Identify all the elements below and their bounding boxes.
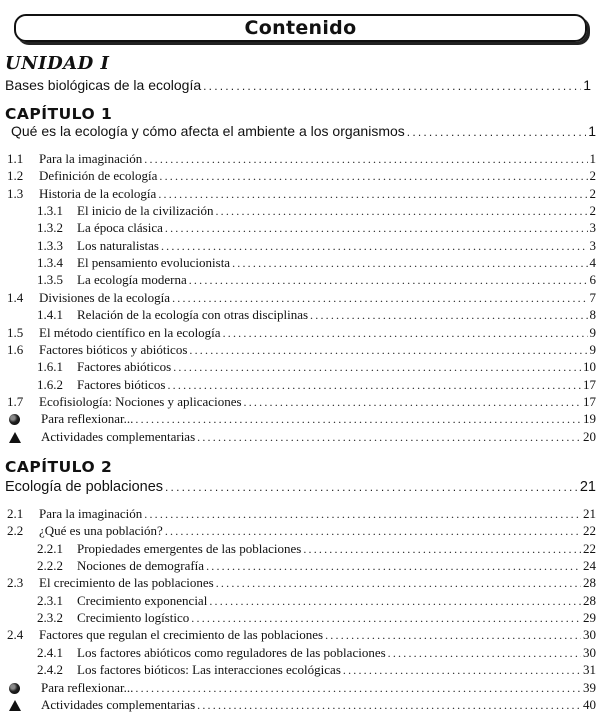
dot-leader — [144, 152, 587, 167]
entry-number: 1.3.1 — [37, 203, 63, 219]
entry-page: 22 — [583, 523, 596, 539]
toc-entry[interactable] — [7, 575, 596, 591]
unit-page: 1 — [583, 77, 591, 93]
chapter-subtitle: Ecología de poblaciones — [5, 479, 164, 495]
dot-leader — [388, 646, 581, 661]
toc-entry[interactable] — [7, 255, 596, 271]
entry-page: 1 — [589, 151, 596, 166]
entry-label: Definición de ecología — [39, 168, 158, 184]
toc-entry[interactable] — [7, 506, 596, 522]
entry-number: 1.3.3 — [37, 237, 63, 253]
toc-entry[interactable] — [7, 394, 596, 410]
entry-number: 2.4 — [7, 627, 24, 643]
chapter-subtitle-row[interactable] — [11, 124, 596, 140]
entry-label: Factores bióticos — [77, 376, 166, 392]
dot-leader — [223, 326, 588, 341]
entry-label: La época clásica — [77, 220, 163, 236]
dot-leader — [189, 343, 587, 358]
entry-label: Factores que regulan el crecimiento de las poblaciones — [39, 627, 324, 643]
entry-label: El método científico en la ecología — [39, 324, 221, 340]
entry-number: 1.2 — [7, 168, 24, 184]
entry-page: 28 — [583, 575, 596, 591]
chapter-page: 1 — [588, 123, 596, 139]
toc-entry[interactable] — [7, 697, 596, 713]
dot-leader — [165, 480, 578, 495]
entry-number: 1.4 — [7, 289, 24, 305]
entry-label: El crecimiento de las poblaciones — [39, 575, 214, 591]
entry-number: 1.6.1 — [37, 359, 63, 375]
dot-leader — [191, 611, 581, 626]
unit-heading: UNIDAD I — [5, 53, 110, 74]
dot-leader — [144, 507, 581, 522]
toc-entry[interactable] — [7, 523, 596, 539]
dot-leader — [158, 187, 587, 202]
triangle-icon — [9, 432, 21, 443]
dot-leader — [206, 559, 581, 574]
entry-label: Para reflexionar... — [41, 679, 134, 695]
entry-number: 1.7 — [7, 393, 24, 409]
entry-number: 2.3.2 — [37, 610, 63, 626]
entry-number: 2.2.2 — [37, 558, 63, 574]
dot-leader — [189, 273, 588, 288]
entry-label: Los factores bióticos: Las interacciones ecológicas — [77, 662, 341, 678]
toc-entry[interactable] — [7, 342, 596, 358]
entry-label: Los naturalistas — [77, 237, 159, 253]
entry-number: 1.4.1 — [37, 307, 63, 323]
toc-entry[interactable] — [7, 168, 596, 184]
entry-page: 4 — [589, 255, 596, 271]
dot-leader — [244, 395, 581, 410]
entry-label: Crecimiento exponencial — [77, 592, 208, 608]
dot-leader — [303, 542, 581, 557]
entry-number: 2.4.2 — [37, 662, 63, 678]
toc-entry[interactable] — [7, 220, 596, 236]
toc-entry[interactable] — [7, 290, 596, 306]
entry-page: 20 — [583, 428, 596, 444]
entry-number: 1.5 — [7, 324, 24, 340]
entry-label: Nociones de demografía — [77, 558, 205, 574]
dot-leader — [197, 430, 581, 445]
dot-leader — [310, 308, 587, 323]
toc-entry[interactable] — [7, 645, 596, 661]
toc-entry[interactable] — [7, 325, 596, 341]
entry-page: 30 — [583, 627, 596, 643]
entry-page: 17 — [583, 376, 596, 392]
chapter-heading: CAPÍTULO 1 — [5, 105, 113, 123]
entry-label: Los factores abióticos como reguladores de las poblaciones — [77, 644, 386, 660]
entry-label: El pensamiento evolucionista — [77, 255, 231, 271]
toc-entry[interactable] — [7, 377, 596, 393]
globe-icon — [9, 683, 20, 694]
entry-page: 19 — [583, 411, 596, 427]
entry-number: 1.1 — [7, 151, 24, 166]
entry-number: 2.3.1 — [37, 592, 63, 608]
dot-leader — [216, 576, 581, 591]
contents-title: Contenido — [244, 17, 357, 39]
entry-page: 40 — [583, 696, 596, 712]
dot-leader — [159, 169, 587, 184]
dot-leader — [135, 412, 581, 427]
entry-page: 22 — [583, 540, 596, 556]
toc-entry[interactable] — [7, 307, 596, 323]
dot-leader — [135, 681, 581, 696]
entry-page: 17 — [583, 393, 596, 409]
toc-entry[interactable] — [7, 186, 596, 202]
toc-entry[interactable] — [7, 272, 596, 288]
toc-entry[interactable] — [7, 610, 596, 626]
entry-page: 3 — [589, 237, 596, 253]
dot-leader — [165, 524, 581, 539]
entry-label: Factores bióticos y abióticos — [39, 341, 188, 357]
triangle-icon — [9, 700, 21, 711]
entry-page: 29 — [583, 610, 596, 626]
globe-icon — [9, 414, 20, 425]
entry-number: 2.3 — [7, 575, 24, 591]
entry-page: 2 — [589, 203, 596, 219]
dot-leader — [197, 698, 581, 713]
contents-title-banner — [14, 14, 587, 42]
entry-label: Divisiones de la ecología — [39, 289, 171, 305]
entry-page: 28 — [583, 592, 596, 608]
entry-label: Historia de la ecología — [39, 185, 157, 201]
unit-subtitle-row[interactable] — [5, 78, 591, 94]
entry-label: Factores abióticos — [77, 359, 172, 375]
entry-page: 3 — [589, 220, 596, 236]
dot-leader — [161, 239, 588, 254]
entry-number: 1.3.4 — [37, 255, 63, 271]
entry-label: ¿Qué es una población? — [39, 523, 163, 539]
toc-entry[interactable] — [7, 359, 596, 375]
entry-label: La ecología moderna — [77, 272, 187, 288]
chapter-page: 21 — [579, 479, 596, 495]
toc-entry[interactable] — [7, 151, 596, 167]
entry-page: 6 — [589, 272, 596, 288]
entry-label: Actividades complementarias — [41, 428, 196, 444]
dot-leader — [325, 628, 581, 643]
dot-leader — [167, 378, 581, 393]
dot-leader — [173, 360, 581, 375]
entry-page: 8 — [589, 307, 596, 323]
entry-page: 7 — [589, 289, 596, 305]
dot-leader — [165, 221, 588, 236]
toc-entry[interactable] — [7, 238, 596, 254]
toc-entry[interactable] — [7, 593, 596, 609]
entry-number: 1.6 — [7, 341, 24, 357]
dot-leader — [232, 256, 587, 271]
entry-page: 2 — [589, 168, 596, 184]
entry-number: 1.3 — [7, 185, 24, 201]
entry-page: 21 — [583, 506, 596, 521]
chapter-subtitle-row[interactable] — [5, 480, 596, 495]
entry-number: 2.2 — [7, 523, 24, 539]
entry-number: 2.2.1 — [37, 540, 63, 556]
entry-page: 31 — [583, 662, 596, 678]
entry-number: 1.3.5 — [37, 272, 63, 288]
toc-entry[interactable] — [7, 411, 596, 427]
toc-entry[interactable] — [7, 429, 596, 445]
entry-page: 39 — [583, 679, 596, 695]
entry-page: 30 — [583, 644, 596, 660]
chapter-subtitle: Qué es la ecología y cómo afecta el ambiente a los organismos — [11, 123, 405, 139]
entry-page: 24 — [583, 558, 596, 574]
unit-subtitle: Bases biológicas de la ecología — [5, 77, 202, 93]
dot-leader — [215, 204, 587, 219]
entry-label: Crecimiento logístico — [77, 610, 190, 626]
entry-label: Actividades complementarias — [41, 696, 196, 712]
entry-label: Relación de la ecología con otras disciplinas — [77, 307, 309, 323]
entry-page: 9 — [589, 324, 596, 340]
toc-entry[interactable] — [7, 662, 596, 678]
entry-label: El inicio de la civilización — [77, 203, 214, 219]
entry-page: 9 — [589, 341, 596, 357]
dot-leader — [407, 125, 586, 140]
entry-page: 2 — [589, 185, 596, 201]
dot-leader — [343, 663, 581, 678]
dot-leader — [209, 594, 581, 609]
dot-leader — [203, 79, 581, 94]
entry-label: Propiedades emergentes de las poblaciones — [77, 540, 302, 556]
toc-entry[interactable] — [7, 558, 596, 574]
entry-label: Para la imaginación — [39, 506, 143, 521]
toc-entry[interactable] — [7, 627, 596, 643]
entry-label: Para reflexionar... — [41, 411, 134, 427]
chapter-heading: CAPÍTULO 2 — [5, 458, 113, 476]
toc-entry[interactable] — [7, 680, 596, 696]
entry-page: 10 — [583, 359, 596, 375]
entry-number: 1.3.2 — [37, 220, 63, 236]
toc-entry[interactable] — [7, 203, 596, 219]
entry-number: 2.1 — [7, 506, 24, 521]
entry-number: 2.4.1 — [37, 644, 63, 660]
dot-leader — [172, 291, 587, 306]
entry-label: Para la imaginación — [39, 151, 143, 166]
entry-label: Ecofisiología: Nociones y aplicaciones — [39, 393, 242, 409]
entry-number: 1.6.2 — [37, 376, 63, 392]
toc-entry[interactable] — [7, 541, 596, 557]
